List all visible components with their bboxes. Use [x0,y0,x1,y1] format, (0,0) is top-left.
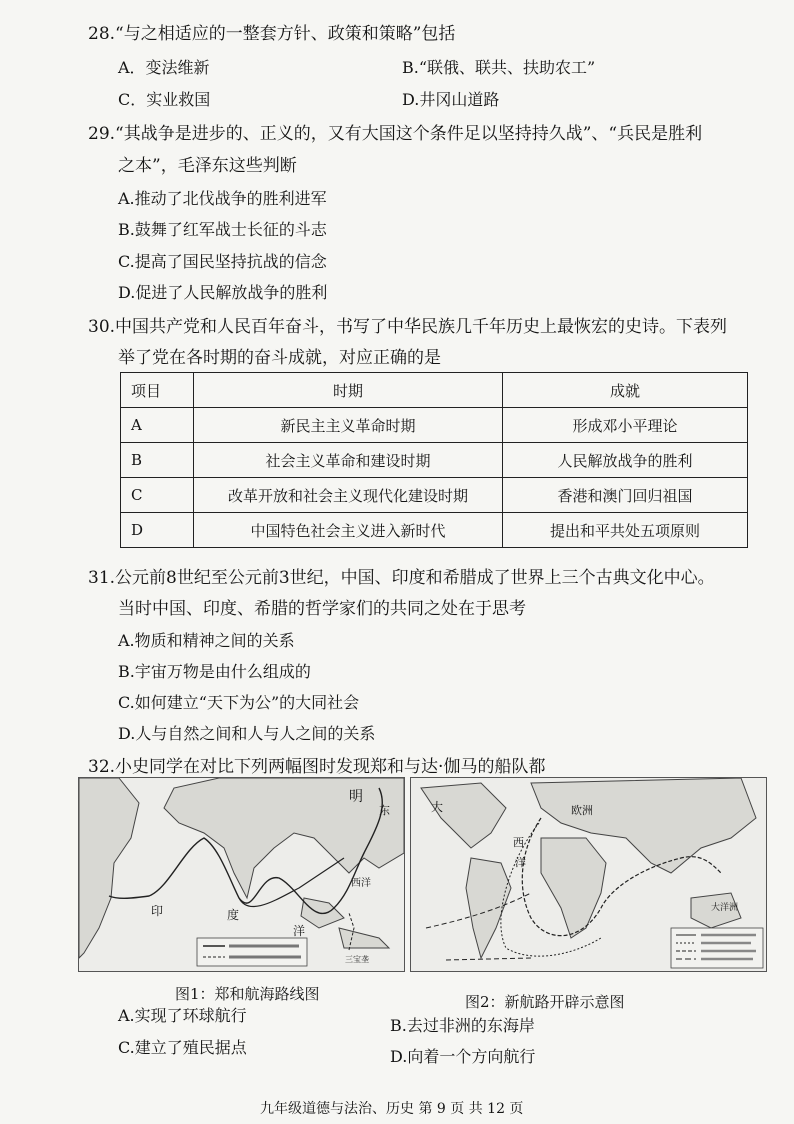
q28-option-c: C．实业救国 [118,90,211,109]
table-cell: A [121,408,194,443]
q29-option-a: A.推动了北伐战争的胜利进军 [118,189,327,208]
map2-label-da: 大 [431,800,444,814]
q31-option-c: C.如何建立“天下为公”的大同社会 [118,693,360,712]
q29-option-b: B.鼓舞了红军战士长征的斗志 [118,220,327,239]
table-row [121,408,748,443]
table-header-achievement: 成就 [503,373,748,408]
table-row [121,478,748,513]
table-row [121,443,748,478]
q28-option-b: B.“联俄、联共、扶助农工” [402,58,596,77]
table-cell: C [121,478,194,513]
table-cell: B [121,443,194,478]
table-cell: 提出和平共处五项原则 [503,513,748,548]
table-cell: 中国特色社会主义进入新时代 [194,513,503,548]
q32-option-a: A.实现了环球航行 [118,1006,247,1025]
q28-stem: 28.“与之相适应的一整套方针、政策和策略”包括 [88,24,456,44]
q31-option-b: B.宇宙万物是由什么组成的 [118,662,311,681]
map1-label-du: 度 [227,908,240,922]
table-cell: 社会主义革命和建设时期 [194,443,503,478]
q32-stem: 32.小史同学在对比下列两幅图时发现郑和与达·伽马的船队都 [88,757,546,777]
map2-label-yang: 洋 [515,856,526,869]
table-cell: 形成邓小平理论 [503,408,748,443]
table-cell: 人民解放战争的胜利 [503,443,748,478]
map2-label-europe: 欧洲 [571,804,593,817]
q28-option-d: D.井冈山道路 [402,90,500,109]
q32-option-d: D.向着一个方向航行 [390,1047,536,1066]
q28-option-a: A．变法维新 [118,58,210,77]
table-cell: 香港和澳门回归祖国 [503,478,748,513]
q32-option-c: C.建立了殖民据点 [118,1038,247,1057]
map1-label-yin: 印 [151,904,164,918]
q30-table [120,372,748,548]
new-sea-route-map [410,777,767,972]
table-header-row [121,373,748,408]
q30-stem-line2: 举了党在各时期的奋斗成就，对应正确的是 [118,348,441,368]
page-footer: 九年级道德与法治、历史 第 9 页 共 12 页 [260,1101,524,1117]
map2-label-xi: 西 [513,836,524,849]
q29-option-c: C.提高了国民坚持抗战的信念 [118,252,327,271]
zhenghe-route-map [78,777,405,972]
map1-label-sanbaolong: 三宝垄 [345,955,369,964]
q32-option-b: B.去过非洲的东海岸 [390,1016,535,1035]
map1-label-ming: 明 [349,789,363,805]
table-cell: 改革开放和社会主义现代化建设时期 [194,478,503,513]
q29-stem-line2: 之本”，毛泽东这些判断 [118,156,297,176]
map1-label-xiyang: 西洋 [351,878,371,889]
table-cell: 新民主主义革命时期 [194,408,503,443]
q31-stem-line1: 31.公元前8世纪至公元前3世纪，中国、印度和希腊成了世界上三个古典文化中心。 [88,568,715,588]
map2-label-oceania: 大洋洲 [711,903,739,913]
map1-label-ocean: 洋 [293,924,306,938]
table-header-period: 时期 [194,373,503,408]
map1-label-east: 东 [379,804,390,817]
q29-stem-line1: 29.“其战争是进步的、正义的，又有大国这个条件足以坚持持久战”、“兵民是胜利 [88,124,703,144]
q31-option-d: D.人与自然之间和人与人之间的关系 [118,724,376,743]
q31-option-a: A.物质和精神之间的关系 [118,631,295,650]
table-header-item: 项目 [121,373,194,408]
q31-stem-line2: 当时中国、印度、希腊的哲学家们的共同之处在于思考 [118,599,526,619]
table-row [121,513,748,548]
q29-option-d: D.促进了人民解放战争的胜利 [118,283,328,302]
table-cell: D [121,513,194,548]
map2-caption: 图2：新航路开辟示意图 [465,993,625,1011]
map1-caption: 图1：郑和航海路线图 [175,985,320,1003]
q30-stem-line1: 30.中国共产党和人民百年奋斗，书写了中华民族几千年历史上最恢宏的史诗。下表列 [88,317,728,337]
